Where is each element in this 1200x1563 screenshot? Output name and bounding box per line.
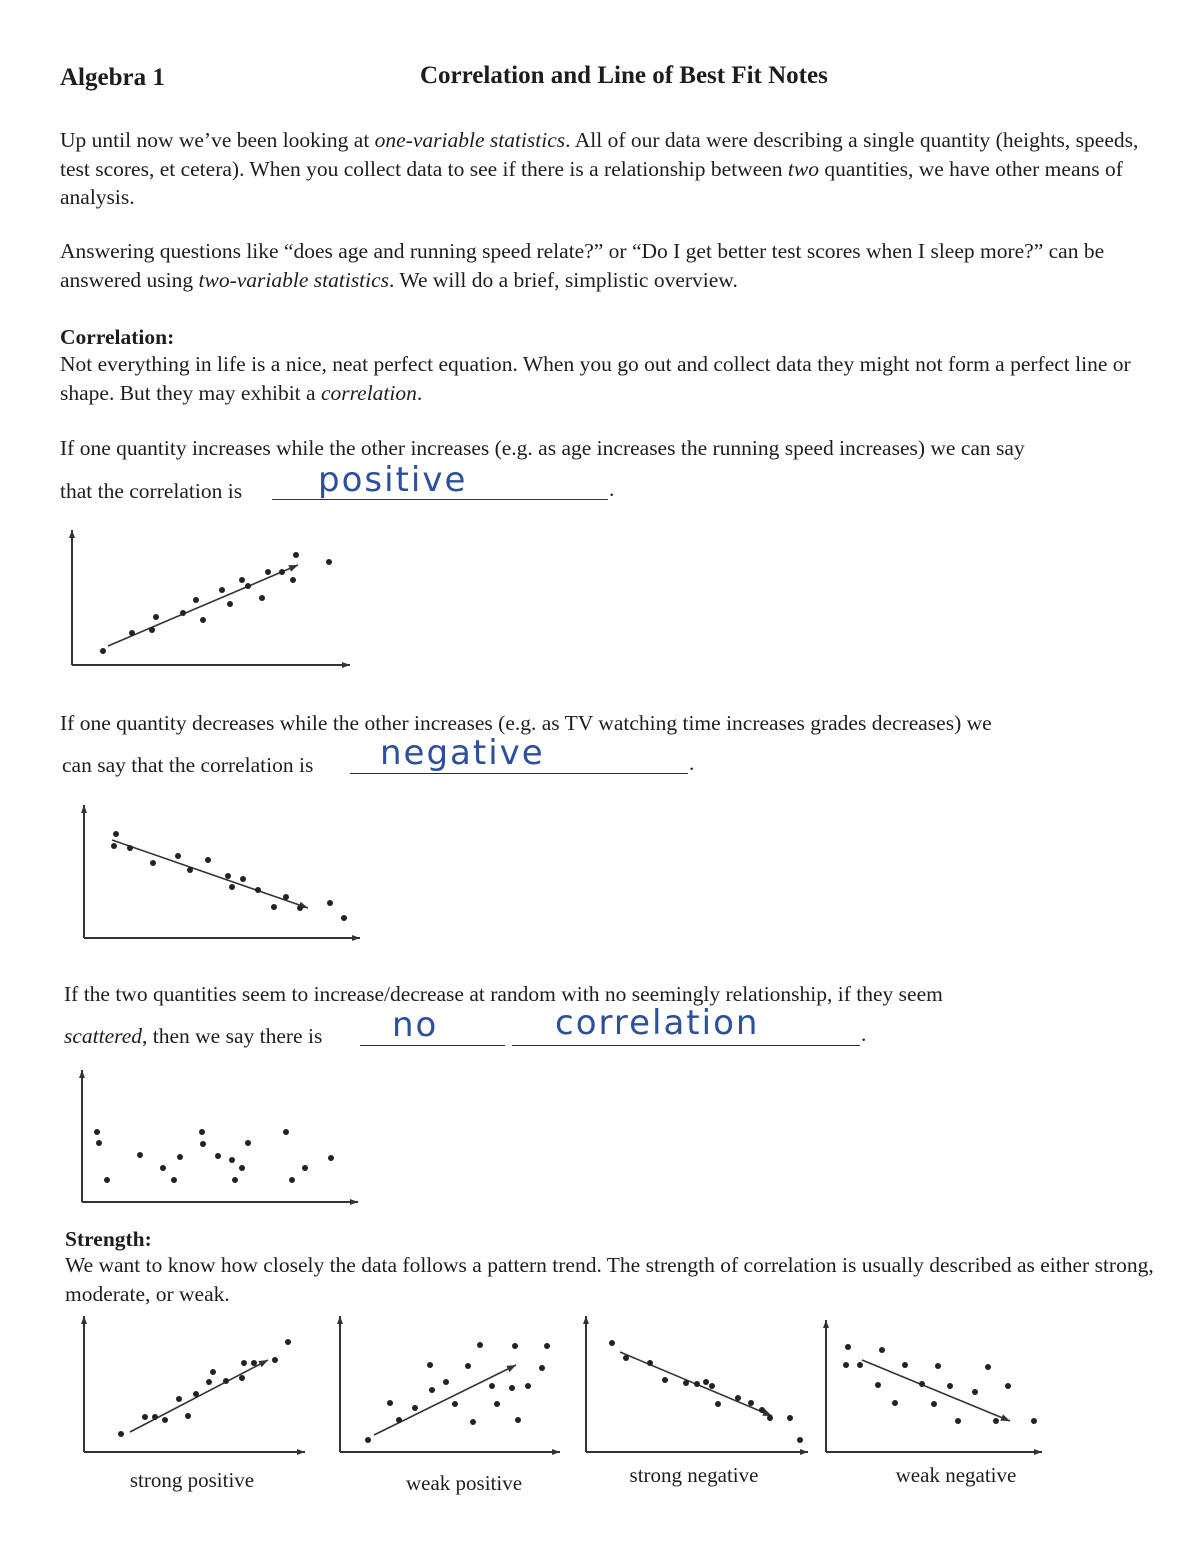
none-plot-point (229, 1157, 235, 1163)
strong-negative-plot-point (623, 1355, 629, 1361)
strong-negative-plot-point (709, 1383, 715, 1389)
negative-answer-blank (350, 773, 688, 774)
none-text: , then we say there is (142, 1024, 323, 1048)
positive-plot-point (227, 601, 233, 607)
strong-positive-plot-point (162, 1417, 168, 1423)
none-plot-point (245, 1140, 251, 1146)
weak-negative-plot-point (993, 1418, 999, 1424)
strength-heading: Strength: (65, 1227, 152, 1251)
caption-weak-negative: weak negative (895, 1463, 1017, 1487)
none-sentence-line1: If the two quantities seem to increase/decrease at random with no seemingly relationship, if they seem (64, 982, 943, 1006)
weak-positive-plot-point (509, 1385, 515, 1391)
negative-plot-point (205, 857, 211, 863)
negative-plot-y-arrow (81, 805, 87, 813)
weak-negative-plot-point (1005, 1383, 1011, 1389)
strong-negative-plot-point (694, 1381, 700, 1387)
weak-positive-plot-y-arrow (337, 1316, 343, 1324)
negative-plot-point (271, 904, 277, 910)
strong-positive-plot-point (285, 1339, 291, 1345)
weak-negative-plot-point (857, 1362, 863, 1368)
caption-strong-negative: strong negative (629, 1463, 759, 1487)
strength-paragraph: We want to know how closely the data follows a pattern trend. The strength of correlation is usually described as either strong, moderate, or weak. (65, 1253, 1154, 1306)
strong-positive-plot-y-arrow (81, 1316, 87, 1324)
weak-positive-plot-point (429, 1387, 435, 1393)
weak-negative-plot-point (931, 1401, 937, 1407)
positive-plot-point (193, 597, 199, 603)
intro-text: Answering questions like “does age and running speed relate?” or “Do I get better test scores when I sleep more?” can be answered using (60, 239, 1105, 292)
none-answer-1: no (392, 1005, 439, 1045)
correlation-heading: Correlation: (60, 325, 175, 349)
strong-positive-plot-trend-line (130, 1360, 268, 1432)
positive-plot-y-arrow (69, 530, 75, 538)
negative-plot-point (113, 831, 119, 837)
weak-negative-plot-point (879, 1347, 885, 1353)
none-answer-2: correlation (555, 1003, 760, 1043)
none-plot-point (239, 1165, 245, 1171)
positive-plot-point (153, 614, 159, 620)
weak-positive-plot-point (412, 1405, 418, 1411)
strong-positive-plot-point (176, 1396, 182, 1402)
strong-negative-plot-point (683, 1380, 689, 1386)
negative-plot-point (225, 873, 231, 879)
strong-negative-plot-point (647, 1360, 653, 1366)
none-plot-y-arrow (79, 1070, 85, 1078)
strong-positive-plot-point (241, 1360, 247, 1366)
intro-text: quantities, we have other means of analysis. (60, 156, 1123, 209)
weak-negative-plot-point (985, 1364, 991, 1370)
negative-plot-point (187, 867, 193, 873)
positive-plot-point (265, 569, 271, 575)
none-plot-point (137, 1152, 143, 1158)
none-emphasis: scattered (64, 1024, 143, 1048)
page-title: Correlation and Line of Best Fit Notes (420, 62, 828, 89)
weak-negative-plot-trend-arrow (1000, 1414, 1010, 1421)
weak-positive-plot-point (452, 1401, 458, 1407)
positive-plot-point (129, 630, 135, 636)
weak-positive-plot-x-arrow (552, 1449, 560, 1455)
strong-negative-plot-point (703, 1379, 709, 1385)
negative-sentence-line2: can say that the correlation is (62, 753, 314, 777)
weak-positive-plot-point (512, 1343, 518, 1349)
none-plot-point (289, 1177, 295, 1183)
weak-negative-plot-point (919, 1381, 925, 1387)
negative-plot-point (240, 876, 246, 882)
strong-negative-plot-point (767, 1415, 773, 1421)
positive-plot-point (149, 627, 155, 633)
none-plot-point (200, 1141, 206, 1147)
weak-negative-plot-point (902, 1362, 908, 1368)
strong-positive-plot-point (239, 1375, 245, 1381)
intro-emphasis: two-variable statistics (198, 267, 390, 292)
weak-positive-plot-point (489, 1383, 495, 1389)
strong-negative-plot-point (715, 1401, 721, 1407)
positive-plot-point (290, 577, 296, 583)
positive-plot-x-arrow (342, 662, 350, 668)
sentence-period: . (689, 751, 695, 775)
none-answer-blank-2 (512, 1045, 860, 1046)
none-plot-point (104, 1177, 110, 1183)
correlation-emphasis: correlation (320, 380, 417, 405)
weak-positive-plot-point (515, 1417, 521, 1423)
intro-emphasis: one-variable statistics (374, 128, 566, 152)
weak-positive-plot-point (494, 1401, 500, 1407)
strong-positive-plot-point (142, 1414, 148, 1420)
weak-positive-plot-point (387, 1400, 393, 1406)
negative-plot-point (175, 853, 181, 859)
weak-negative-plot-point (935, 1363, 941, 1369)
negative-plot-trend-line (112, 840, 308, 908)
strong-positive-plot-point (185, 1413, 191, 1419)
intro-text: . We will do a brief, simplistic overview. (389, 267, 738, 292)
weak-positive-plot-point (427, 1362, 433, 1368)
positive-plot-point (279, 569, 285, 575)
strong-negative-plot-point (662, 1377, 668, 1383)
positive-plot-point (100, 648, 106, 654)
caption-weak-positive: weak positive (405, 1471, 523, 1495)
strong-positive-plot-point (206, 1379, 212, 1385)
correlation-text: . (416, 380, 423, 405)
positive-plot-trend-arrow (288, 565, 298, 572)
positive-plot-point (245, 583, 251, 589)
strong-negative-plot-point (609, 1340, 615, 1346)
strong-negative-plot-point (787, 1415, 793, 1421)
weak-negative-plot-point (892, 1400, 898, 1406)
weak-positive-plot-point (477, 1342, 483, 1348)
weak-positive-plot-point (443, 1379, 449, 1385)
none-plot-point (199, 1129, 205, 1135)
weak-negative-plot-point (955, 1418, 961, 1424)
negative-plot-point (297, 905, 303, 911)
weak-negative-plot-x-arrow (1034, 1449, 1042, 1455)
correlation-text: Not everything in life is a nice, neat perfect equation. When you go out and collect data they might not form a perfect line or shape. But they may exhibit a (60, 352, 1131, 405)
strong-positive-plot-point (152, 1414, 158, 1420)
strong-positive-plot-point (118, 1431, 124, 1437)
none-plot-point (96, 1140, 102, 1146)
strong-negative-plot-point (759, 1407, 765, 1413)
strong-negative-plot-y-arrow (583, 1316, 589, 1324)
positive-sentence-line1: If one quantity increases while the other increases (e.g. as age increases the running speed increases) we can say (60, 436, 1025, 460)
weak-positive-plot-point (470, 1419, 476, 1425)
weak-positive-plot-point (525, 1383, 531, 1389)
weak-negative-plot-point (1031, 1418, 1037, 1424)
weak-positive-plot-trend-line (374, 1365, 516, 1435)
none-plot-point (177, 1154, 183, 1160)
weak-positive-plot-point (396, 1417, 402, 1423)
none-plot-point (328, 1155, 334, 1161)
negative-plot-point (111, 843, 117, 849)
positive-plot-point (326, 559, 332, 565)
none-plot-point (302, 1165, 308, 1171)
strong-negative-plot-x-arrow (800, 1449, 808, 1455)
strong-negative-plot-point (748, 1400, 754, 1406)
strong-positive-plot-point (272, 1357, 278, 1363)
negative-sentence-line1: If one quantity decreases while the other increases (e.g. as TV watching time increases grades decreases) we (60, 711, 992, 735)
weak-positive-plot-point (544, 1343, 550, 1349)
weak-negative-plot-point (972, 1389, 978, 1395)
none-plot-x-arrow (350, 1199, 358, 1205)
strong-positive-plot-point (251, 1360, 257, 1366)
positive-answer: positive (318, 460, 468, 500)
positive-plot-point (219, 587, 225, 593)
none-plot-point (171, 1177, 177, 1183)
strong-positive-plot-point (210, 1369, 216, 1375)
negative-plot-point (255, 887, 261, 893)
sentence-period: . (861, 1022, 867, 1046)
weak-positive-plot-point (365, 1437, 371, 1443)
negative-answer: negative (380, 733, 545, 773)
negative-plot-point (341, 915, 347, 921)
weak-positive-plot-point (539, 1365, 545, 1371)
weak-positive-plot-trend-arrow (506, 1365, 516, 1372)
sentence-period: . (609, 477, 615, 501)
weak-positive-plot-point (465, 1363, 471, 1369)
none-plot-point (160, 1165, 166, 1171)
negative-plot-point (150, 860, 156, 866)
weak-negative-plot-y-arrow (823, 1320, 829, 1328)
strong-positive-plot-point (193, 1391, 199, 1397)
positive-plot-point (259, 595, 265, 601)
intro-text: Up until now we’ve been looking at (60, 128, 375, 152)
course-title: Algebra 1 (60, 64, 165, 91)
none-plot-point (283, 1129, 289, 1135)
none-sentence-line2 (64, 1022, 322, 1051)
strong-positive-plot-trend-arrow (258, 1360, 268, 1367)
strong-positive-plot-x-arrow (297, 1449, 305, 1455)
positive-plot-point (239, 577, 245, 583)
negative-plot-point (327, 900, 333, 906)
caption-strong-positive: strong positive (129, 1468, 255, 1492)
intro-emphasis: two (787, 156, 819, 181)
positive-plot-point (200, 617, 206, 623)
none-plot-point (94, 1129, 100, 1135)
strong-negative-plot-point (735, 1395, 741, 1401)
negative-plot-point (283, 894, 289, 900)
positive-sentence-line2: that the correlation is (60, 479, 243, 503)
weak-negative-plot-point (845, 1344, 851, 1350)
none-plot-point (232, 1177, 238, 1183)
none-plot-point (215, 1153, 221, 1159)
weak-negative-plot-point (843, 1362, 849, 1368)
positive-plot-point (180, 610, 186, 616)
positive-plot-point (293, 552, 299, 558)
strong-negative-plot-point (797, 1437, 803, 1443)
negative-plot-point (127, 845, 133, 851)
intro-text: . All of our data were describing a single quantity (heights, speeds, test scores, et cetera). When you collect data to see if there is a relationship between (60, 128, 1139, 181)
weak-negative-plot-point (947, 1383, 953, 1389)
strong-positive-plot-point (223, 1378, 229, 1384)
none-answer-blank-1 (360, 1045, 505, 1046)
weak-negative-plot-point (875, 1382, 881, 1388)
negative-plot-x-arrow (352, 935, 360, 941)
negative-plot-point (229, 884, 235, 890)
positive-plot-trend-line (108, 565, 298, 646)
